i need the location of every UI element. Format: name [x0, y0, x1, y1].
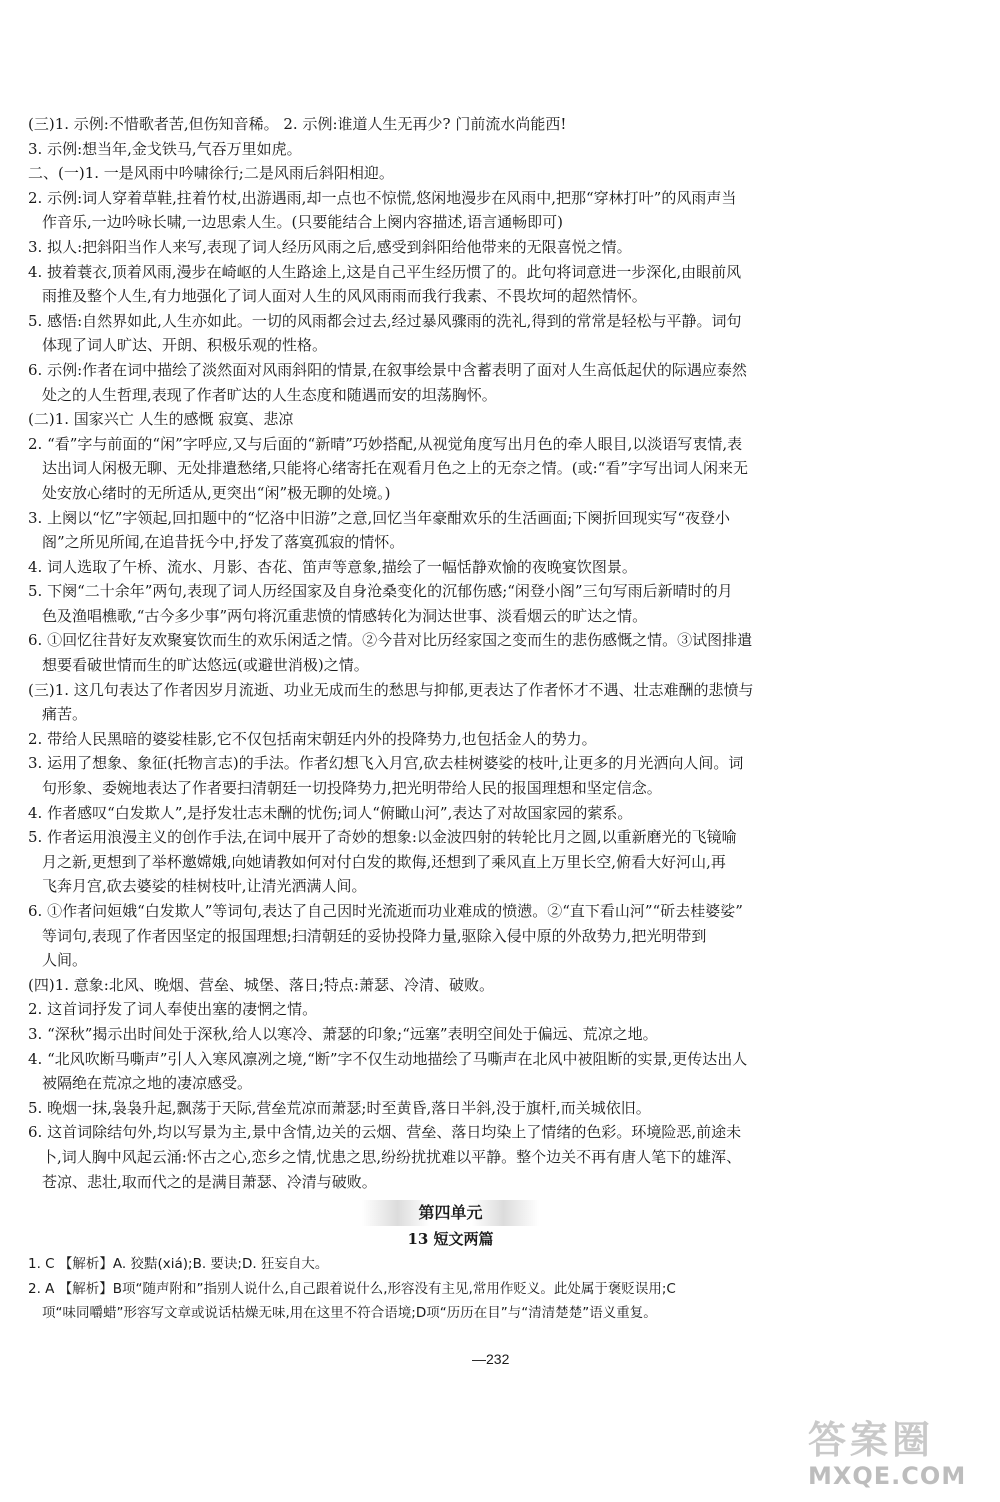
answer-line: 2. 示例:词人穿着草鞋,拄着竹杖,出游遇雨,却一点也不惊慌,悠闲地漫步在风雨中,把那“穿林打叶”的风雨声当 [28, 188, 737, 207]
answer-line: 被隔绝在荒凉之地的凄凉感受。 [42, 1074, 253, 1093]
lesson-answer-block [28, 1252, 873, 1326]
answer-page-body [28, 112, 873, 1326]
answer-line: 3. 运用了想象、象征(托物言志)的手法。作者幻想飞入月宫,砍去桂树婆娑的枝叶,让更多的月光洒向人间。词 [28, 754, 744, 773]
answer-line: 3. 拟人:把斜阳当作人来写,表现了词人经历风雨之后,感受到斜阳给他带来的无限喜悦之情。 [28, 237, 632, 256]
lesson-heading: 13 短文两篇 [407, 1230, 494, 1249]
answer-line: 二、(一)1. 一是风雨中吟啸徐行;二是风雨后斜阳相迎。 [28, 164, 394, 183]
watermark-logo [808, 1418, 984, 1492]
answer-line: 雨推及整个人生,有力地强化了词人面对人生的风风雨雨而我行我素、不畏坎坷的超然情怀。 [42, 287, 647, 306]
answer-line: 色及渔唱樵歌,“古今多少事”两句将沉重悲愤的情感转化为洞达世事、淡看烟云的旷达之情。 [42, 606, 648, 625]
answer-line: 处安放心绪时的无所适从,更突出“闲”极无聊的处境。) [42, 483, 391, 502]
answer-line: 6. 示例:作者在词中描绘了淡然面对风雨斜阳的情景,在叙事绘景中含蓄表明了面对人生高低起伏的际遇应泰然 [28, 360, 747, 379]
answer-line: 3. “深秋”揭示出时间处于深秋,给人以寒冷、萧瑟的印象;“远塞”表明空间处于偏远、荒凉之地。 [28, 1024, 658, 1043]
answer-line: 2. “看”字与前面的“闲”字呼应,又与后面的“新晴”巧妙搭配,从视觉角度写出月色的牵人眼目,以淡语写衷情,表 [28, 434, 743, 453]
answer-line: 阁”之所见所闻,在追昔抚今中,抒发了落寞孤寂的情怀。 [42, 533, 405, 552]
answer-line: 6. ①作者问姮娥“白发欺人”等词句,表达了自己因时光流逝而功业难成的愤懑。②“直下看山河”“斫去桂婆娑” [28, 902, 743, 920]
answer-line: 5. 晚烟一抹,袅袅升起,飘荡于天际,营垒荒凉而萧瑟;时至黄昏,落日半斜,没于旗杆,而关城依旧。 [28, 1098, 651, 1117]
answer-line: 体现了词人旷达、开朗、积极乐观的性格。 [42, 336, 328, 355]
answer-line: 3. 上阕以“忆”字领起,回扣题中的“忆洛中旧游”之意,回忆当年豪酣欢乐的生活画面;下阕折回现实写“夜登小 [28, 508, 731, 527]
answer-line: 4. 披着蓑衣,顶着风雨,漫步在崎岖的人生路途上,这是自己平生经历惯了的。此句将词意进一步深化,由眼前风 [28, 262, 742, 281]
watermark-logo-url: MXQE.COM [808, 1462, 967, 1490]
answer-line: 6. 这首词除结句外,均以写景为主,景中含情,边关的云烟、营垒、落日均染上了情绪的色彩。环境险恶,前途未 [28, 1123, 742, 1142]
answer-line: 5. 感悟:自然界如此,人生亦如此。一切的风雨都会过去,经过暴风骤雨的洗礼,得到的常常是轻松与平静。词句 [28, 311, 742, 330]
answer-line: 2. 这首词抒发了词人奉使出塞的凄惘之情。 [28, 1000, 318, 1019]
answer-line: 6. ①回忆往昔好友欢聚宴饮而生的欢乐闲适之情。②今昔对比历经家国之变而生的悲伤感慨之情。③试图排遣 [28, 631, 753, 650]
answer-line: 想要看破世情而生的旷达悠远(或避世消极)之情。 [42, 656, 369, 675]
answer-line: (二)1. 国家兴亡 人生的感慨 寂寞、悲凉 [28, 410, 294, 429]
answer-line: 苍凉、悲壮,取而代之的是满目萧瑟、冷清与破败。 [42, 1172, 377, 1191]
lesson-answer-line: 1. C 【解析】A. 狡黠(xiá);B. 要诀;D. 狂妄自大。 [28, 1256, 329, 1273]
answer-line: 4. 词人选取了午桥、流水、月影、杏花、笛声等意象,描绘了一幅恬静欢愉的夜晚宴饮图景。 [28, 557, 637, 576]
unit-heading: 第四单元 [362, 1200, 538, 1226]
watermark-logo-text: 答案圈 [808, 1418, 935, 1462]
answer-line: (四)1. 意象:北风、晚烟、营垒、城堡、落日;特点:萧瑟、冷清、破败。 [28, 975, 494, 994]
answer-line: 等词句,表现了作者因坚定的报国理想;扫清朝廷的妥协投降力量,驱除入侵中原的外敌势力,把光明带到 [42, 926, 707, 945]
answer-line: 2. 带给人民黑暗的婆娑桂影,它不仅包括南宋朝廷内外的投降势力,也包括金人的势力。 [28, 729, 597, 748]
answer-line: 飞奔月宫,砍去婆娑的桂树枝叶,让清光洒满人间。 [42, 877, 367, 896]
answer-line: 达出词人闲极无聊、无处排遣愁绪,只能将心绪寄托在观看月色之上的无奈之情。(或:“看”字写出词人闲来无 [42, 459, 749, 478]
answer-line: 月之新,更想到了举杯邀嫦娥,向她请教如何对付白发的欺侮,还想到了乘风直上万里长空,俯看大好河山,再 [42, 852, 726, 871]
answer-text-block [28, 112, 873, 1194]
answer-line: 3. 示例:想当年,金戈铁马,气吞万里如虎。 [28, 139, 302, 158]
answer-line: (三)1. 这几句表达了作者因岁月流逝、功业无成而生的愁思与抑郁,更表达了作者怀才不遇、壮志难酬的悲愤与 [28, 680, 754, 699]
lesson-answer-line: 2. A 【解析】B项“随声附和”指别人说什么,自己跟着说什么,形容没有主见,常用作贬义。此处属于褒贬误用;C [28, 1280, 676, 1297]
page-number: —232 [472, 1351, 510, 1367]
answer-line: 痛苦。 [42, 705, 88, 724]
unit-heading-wrap [28, 1200, 873, 1226]
answer-line: 5. 下阕“二十余年”两句,表现了词人历经国家及自身沧桑变化的沉郁伤感;“闲登小阁”三句写雨后新晴时的月 [28, 582, 733, 601]
answer-line: 4. “北风吹断马嘶声”引人入寒风凛冽之境,“断”字不仅生动地描绘了马嘶声在北风中被阻断的实景,更传达出人 [28, 1049, 748, 1068]
answer-line: 人间。 [42, 951, 88, 970]
answer-line: 卜,词人胸中风起云涌:怀古之心,恋乡之情,忧患之思,纷纷扰扰难以平静。整个边关不再有唐人笔下的雄浑、 [42, 1147, 742, 1166]
lesson-answer-line: 项“味同嚼蜡”形容写文章或说话枯燥无味,用在这里不符合语境;D项“历历在目”与“清清楚楚”语义重复。 [42, 1305, 657, 1322]
answer-line: 5. 作者运用浪漫主义的创作手法,在词中展开了奇妙的想象:以金波四射的转轮比月之圆,以重新磨光的飞镜喻 [28, 828, 737, 847]
answer-line: 作音乐,一边吟咏长啸,一边思索人生。(只要能结合上阕内容描述,语言通畅即可) [42, 213, 564, 232]
answer-line: (三)1. 示例:不惜歌者苦,但伤知音稀。 2. 示例:谁道人生无再少? 门前流水尚能西! [28, 115, 567, 133]
answer-line: 句形象、委婉地表达了作者要扫清朝廷一切投降势力,把光明带给人民的报国理想和坚定信念。 [42, 779, 662, 798]
answer-line: 处之的人生哲理,表现了作者旷达的人生态度和随遇而安的坦荡胸怀。 [42, 385, 497, 404]
answer-line: 4. 作者感叹“白发欺人”,是抒发壮志未酬的忧伤;词人“俯瞰山河”,表达了对故国家园的萦系。 [28, 803, 633, 822]
